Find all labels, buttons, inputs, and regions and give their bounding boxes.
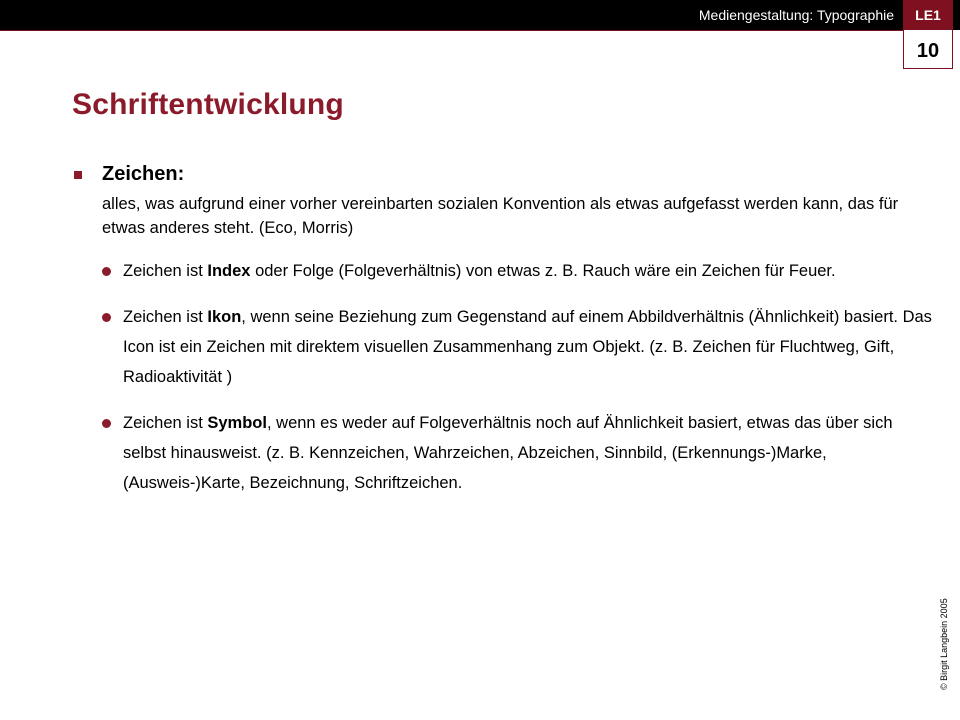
square-bullet-icon — [74, 171, 82, 179]
round-bullet-icon — [102, 419, 111, 428]
course-title: Mediengestaltung: Typographie — [698, 7, 894, 23]
bullet-text-before: Zeichen ist — [123, 414, 208, 432]
sub-bullet-index — [72, 256, 932, 286]
term-heading: Zeichen: — [102, 163, 185, 185]
slide-title: Schriftentwicklung — [72, 88, 344, 121]
round-bullet-icon — [102, 313, 111, 322]
sub-bullet-symbol — [72, 408, 932, 498]
bullet-text-after: , wenn es weder auf Folgeverhältnis noch auf Ähnlichkeit basiert, etwas das über sich selbst hinausweist. (z. B. Kennzeichen, Wahrzeichen, Abzeichen, Sinnbild, (Erkennungs-)Marke, (Ausweis-)Karte, Bezeichnung, Schriftzeichen. — [123, 414, 893, 492]
bullet-text-after: oder Folge (Folgeverhältnis) von etwas z. B. Rauch wäre ein Zeichen für Feuer. — [250, 262, 836, 280]
bullet-keyword: Symbol — [207, 414, 267, 432]
sub-bullet-ikon — [72, 302, 932, 392]
bullet-text-after: , wenn seine Beziehung zum Gegenstand auf einem Abbildverhältnis (Ähnlichkeit) basiert. Das Icon ist ein Zeichen mit direktem visuellen Zusammenhang zum Objekt. (z. B. Zeichen für Fluchtweg, Gift, Radioaktivität ) — [123, 308, 932, 386]
page-number: 10 — [903, 30, 953, 69]
bullet-text-before: Zeichen ist — [123, 262, 208, 280]
term-definition: alles, was aufgrund einer vorher vereinbarten sozialen Konvention als etwas aufgefasst werden kann, das für etwas anderes steht. (Eco, Morris) — [102, 195, 899, 237]
header-bar — [0, 0, 960, 30]
bullet-keyword: Index — [207, 262, 251, 280]
unit-label: LE1 — [903, 0, 953, 30]
main-bullet — [72, 160, 932, 240]
header-rule — [0, 30, 903, 31]
copyright-note: © Birgit Langbein 2005 — [939, 598, 949, 690]
bullet-keyword: Ikon — [207, 308, 242, 326]
slide-content — [72, 160, 932, 498]
bullet-text-before: Zeichen ist — [123, 308, 208, 326]
round-bullet-icon — [102, 267, 111, 276]
